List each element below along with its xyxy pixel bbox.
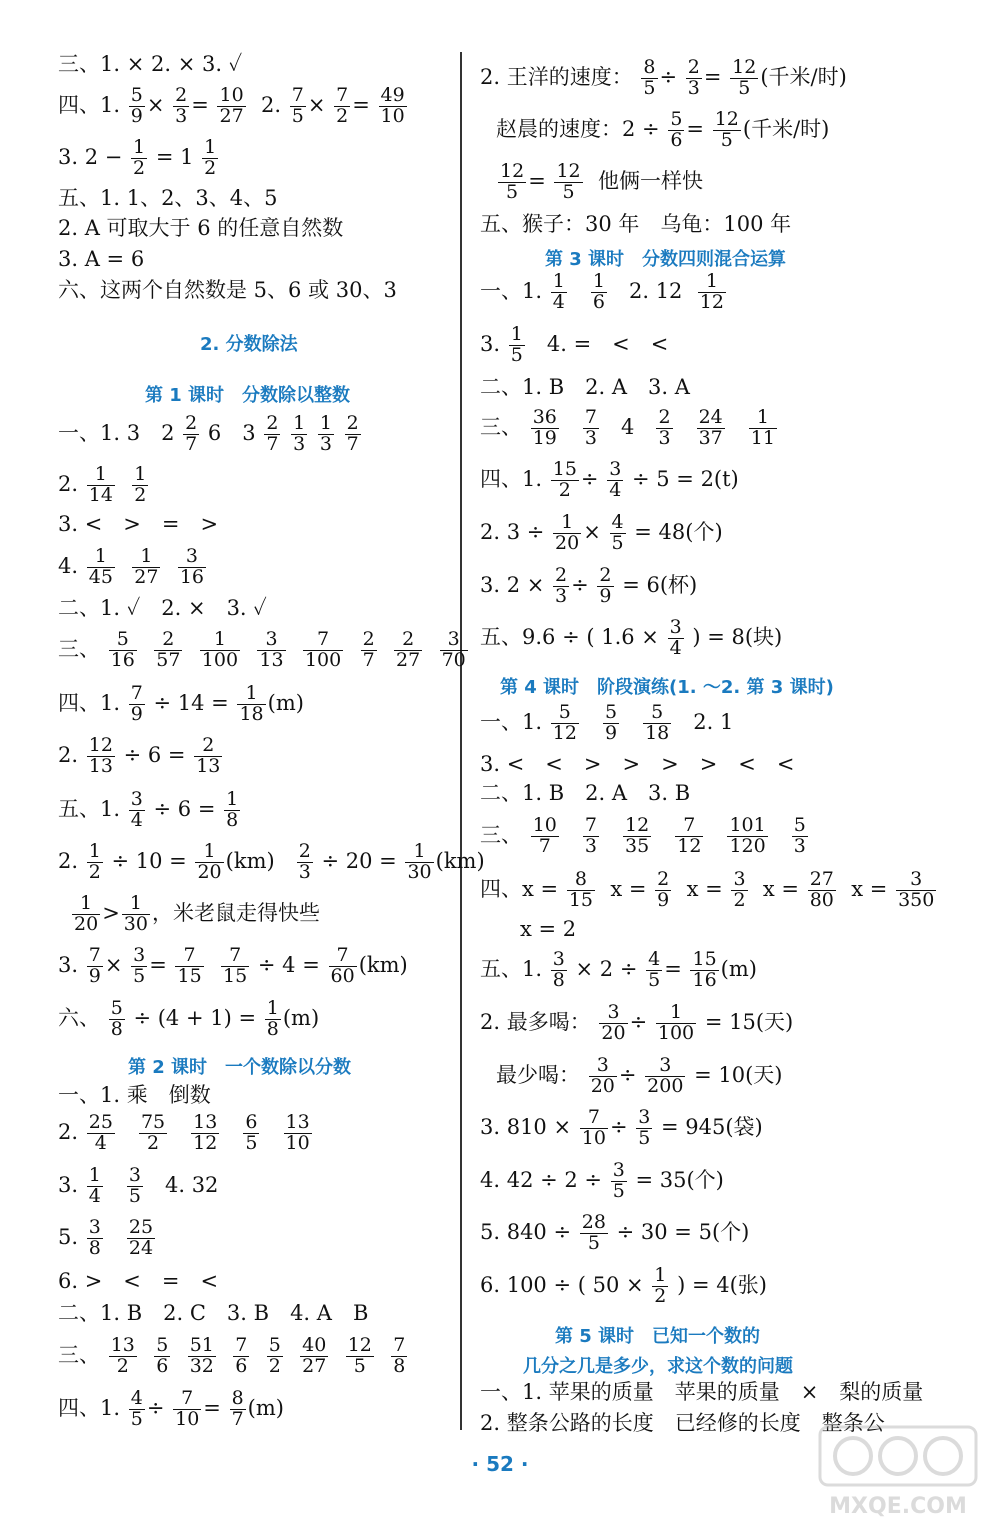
fraction: $\frac{3}{70}$ (441, 628, 466, 671)
fraction: $\frac{3}{8}$ (552, 948, 565, 991)
fraction: $\frac{3}{13}$ (259, 628, 284, 671)
fraction: $\frac{5}{18}$ (645, 701, 670, 744)
lesson-title: 第 3 课时 分数四则混合运算 (545, 249, 787, 270)
answer-line: 四、x = $\frac{8}{15}$ x = $\frac{2}{9}$ x = $\frac{3}{2}$ x = $\frac{27}{80}$ x = $\frac{3}{350}$ (480, 868, 935, 911)
fraction: $\frac{25}{4}$ (88, 1111, 113, 1154)
answer-line: 2. 整条公路的长度 已经修的长度 整条公 (480, 1411, 885, 1435)
fraction: $\frac{2}{3}$ (555, 564, 568, 607)
answer-line: 二、1. B 2. A 3. A (480, 375, 690, 399)
answer-line: 六、这两个自然数是 5、6 或 30、3 (58, 278, 397, 302)
fraction: $\frac{3}{2}$ (733, 868, 746, 911)
answer-line: 三、 $\frac{36}{19}$ $\frac{7}{3}$ 4 $\frac{2}{3}$ $\frac{24}{37}$ $\frac{1}{11}$ (480, 406, 775, 449)
fraction: $\frac{75}{2}$ (140, 1111, 166, 1154)
answer-line: 2. 王洋的速度： $\frac{8}{5}$ ÷ $\frac{2}{3}$ = $\frac{12}{5}$ (千米/时) (480, 56, 847, 99)
svg-text:MXQE.COM: MXQE.COM (829, 1494, 967, 1519)
fraction: $\frac{49}{10}$ (380, 84, 405, 127)
fraction: $\frac{12}{5}$ (347, 1334, 372, 1377)
lesson-title: 第 5 课时 已知一个数的 (555, 1326, 761, 1347)
fraction: $\frac{51}{32}$ (189, 1334, 214, 1377)
lesson-title: 第 2 课时 一个数除以分数 (128, 1057, 352, 1078)
fraction: $\frac{1}{45}$ (88, 545, 113, 588)
answer-line: 四、1. $\frac{15}{2}$ ÷ $\frac{3}{4}$ ÷ 5 = 2(t) (480, 458, 739, 501)
answer-line: 2. 最多喝： $\frac{3}{20}$ ÷ $\frac{1}{100}$ = 15(天) (480, 1001, 794, 1044)
answer-line: 三、 $\frac{5}{16}$ $\frac{2}{57}$ $\frac{1}{100}$ $\frac{3}{13}$ $\frac{7}{100}$ $\frac{2}{7}$ $\frac{2}{27}$ $\frac{3}{70}$ (58, 628, 466, 671)
fraction: $\frac{7}{15}$ (223, 944, 248, 987)
fraction: $\frac{3}{5}$ (638, 1106, 651, 1149)
fraction: $\frac{25}{24}$ (128, 1216, 154, 1259)
fraction: $\frac{4}{5}$ (648, 948, 661, 991)
fraction: $\frac{1}{18}$ (239, 682, 264, 725)
fraction: $\frac{7}{2}$ (336, 84, 349, 127)
fraction: $\frac{7}{9}$ (130, 682, 143, 725)
fraction: $\frac{3}{4}$ (669, 616, 682, 659)
fraction: $\frac{2}{57}$ (156, 628, 181, 671)
fraction: $\frac{1}{20}$ (555, 511, 580, 554)
fraction: $\frac{36}{19}$ (532, 406, 557, 449)
fraction: $\frac{5}{6}$ (156, 1334, 169, 1377)
answer-line: 六、 $\frac{5}{8}$ ÷ (4 + 1) = $\frac{1}{8}$ (m) (58, 997, 320, 1040)
fraction: $\frac{7}{9}$ (88, 944, 101, 987)
answer-line: 3. $\frac{1}{5}$ 4. = < < (480, 323, 669, 366)
answer-line: 三、1. × 2. × 3. ✓ (58, 52, 243, 76)
answer-line: 三、 $\frac{10}{7}$ $\frac{7}{3}$ $\frac{12}{35}$ $\frac{7}{12}$ $\frac{101}{120}$ $\frac{5}{3}$ (480, 814, 806, 857)
fraction: $\frac{7}{15}$ (177, 944, 202, 987)
answer-line: x = 2 (520, 917, 577, 941)
answer-line: 3. < < > > > > < < (480, 752, 795, 776)
fraction: $\frac{2}{9}$ (599, 564, 612, 607)
fraction: $\frac{10}{7}$ (532, 814, 557, 857)
answer-line: 五、猴子：30 年 乌龟：100 年 (480, 212, 792, 236)
fraction: $\frac{5}{9}$ (130, 84, 143, 127)
answer-line: 三、 $\frac{13}{2}$ $\frac{5}{6}$ $\frac{51}{32}$ $\frac{7}{6}$ $\frac{5}{2}$ $\frac{40}{27}$ $\frac{12}{5}$ $\frac{7}{8}$ (58, 1334, 406, 1377)
fraction: $\frac{5}{3}$ (793, 814, 806, 857)
fraction: $\frac{1}{2}$ (204, 136, 217, 179)
fraction: $\frac{2}{27}$ (396, 628, 421, 671)
fraction: $\frac{1}{2}$ (133, 136, 146, 179)
fraction: $\frac{7}{12}$ (677, 814, 702, 857)
answer-line: 最少喝： $\frac{3}{20}$ ÷ $\frac{3}{200}$ = 10(天) (496, 1054, 783, 1097)
answer-line: 5. 840 ÷ $\frac{28}{5}$ ÷ 30 = 5(个) (480, 1211, 750, 1254)
fraction: $\frac{10}{27}$ (219, 84, 244, 127)
fraction: $\frac{7}{6}$ (235, 1334, 248, 1377)
fraction: $\frac{7}{5}$ (291, 84, 304, 127)
answer-line: 二、1. ✓ 2. × 3. ✓ (58, 596, 267, 620)
fraction: $\frac{2}{3}$ (175, 84, 188, 127)
answer-line: 2. A 可取大于 6 的任意自然数 (58, 216, 344, 240)
fraction: $\frac{12}{5}$ (732, 56, 757, 99)
fraction: $\frac{5}{12}$ (552, 701, 577, 744)
answer-line: 二、1. B 2. A 3. B (480, 781, 691, 805)
fraction: $\frac{1}{2}$ (134, 463, 147, 506)
fraction: $\frac{4}{5}$ (130, 1387, 143, 1430)
fraction: $\frac{1}{100}$ (201, 628, 239, 671)
lesson-title: 第 4 课时 阶段演练(1. ～2. 第 3 课时) (500, 677, 834, 698)
fraction: $\frac{3}{5}$ (128, 1164, 141, 1207)
answer-line: 四、1. $\frac{5}{9}$ × $\frac{2}{3}$ = $\frac{10}{27}$ 2. $\frac{7}{5}$ × $\frac{7}{2}$ = $\frac{49}{10}$ (58, 84, 405, 127)
fraction: $\frac{1}{100}$ (657, 1001, 695, 1044)
answer-line: 2. $\frac{25}{4}$ $\frac{75}{2}$ $\frac{13}{12}$ $\frac{6}{5}$ $\frac{13}{10}$ (58, 1111, 310, 1154)
fraction: $\frac{3}{20}$ (590, 1054, 615, 1097)
answer-line: 3. < > = > (58, 512, 219, 536)
fraction: $\frac{1}{2}$ (654, 1264, 667, 1307)
fraction: $\frac{3}{5}$ (133, 944, 146, 987)
answer-line: 2. $\frac{1}{14}$ $\frac{1}{2}$ (58, 463, 147, 506)
answer-line: 五、1. 1、2、3、4、5 (58, 186, 278, 210)
fraction: $\frac{12}{5}$ (500, 160, 525, 203)
fraction: $\frac{7}{10}$ (581, 1106, 606, 1149)
section-title: 2. 分数除法 (200, 334, 298, 355)
fraction: $\frac{5}{8}$ (110, 997, 123, 1040)
fraction: $\frac{1}{20}$ (197, 840, 222, 883)
answer-line: 6. 100 ÷ ( 50 × $\frac{1}{2}$ ) = 4(张) (480, 1264, 767, 1307)
fraction: $\frac{1}{14}$ (88, 463, 113, 506)
watermark-logo (818, 1425, 978, 1520)
answer-line: 一、1. 3 2 $\frac{2}{7}$ 6 3 $\frac{2}{7}$ $\frac{1}{3}$ $\frac{1}{3}$ $\frac{2}{7}$ (58, 412, 359, 455)
answer-line: 3. 810 × $\frac{7}{10}$ ÷ $\frac{3}{5}$ = 945(袋) (480, 1106, 763, 1149)
fraction: $\frac{101}{120}$ (729, 814, 766, 857)
fraction: $\frac{1}{6}$ (592, 270, 605, 313)
fraction: $\frac{2}{3}$ (298, 840, 311, 883)
fraction: $\frac{24}{37}$ (698, 406, 723, 449)
fraction: $\frac{1}{30}$ (123, 892, 148, 935)
fraction: $\frac{3}{4}$ (609, 458, 622, 501)
fraction: $\frac{7}{3}$ (584, 814, 597, 857)
fraction: $\frac{15}{16}$ (692, 948, 717, 991)
fraction: $\frac{12}{13}$ (88, 734, 113, 777)
fraction: $\frac{2}{3}$ (687, 56, 700, 99)
answer-line: 五、1. $\frac{3}{8}$ × 2 ÷ $\frac{4}{5}$ = $\frac{15}{16}$ (m) (480, 948, 757, 991)
fraction: $\frac{5}{16}$ (110, 628, 135, 671)
fraction: $\frac{13}{10}$ (285, 1111, 310, 1154)
fraction: $\frac{7}{8}$ (393, 1334, 406, 1377)
fraction: $\frac{6}{5}$ (245, 1111, 258, 1154)
fraction: $\frac{7}{3}$ (584, 406, 597, 449)
fraction: $\frac{3}{4}$ (130, 788, 143, 831)
answer-line: 3. $\frac{1}{4}$ $\frac{3}{5}$ 4. 32 (58, 1164, 219, 1207)
fraction: $\frac{1}{4}$ (552, 270, 565, 313)
fraction: $\frac{27}{80}$ (809, 868, 834, 911)
fraction: $\frac{15}{2}$ (552, 458, 577, 501)
answer-line: 5. $\frac{3}{8}$ $\frac{25}{24}$ (58, 1216, 154, 1259)
fraction: $\frac{5}{9}$ (604, 701, 618, 744)
fraction: $\frac{2}{3}$ (658, 406, 671, 449)
answer-line: 一、1. $\frac{1}{4}$ $\frac{1}{6}$ 2. 12 $\frac{1}{12}$ (480, 270, 724, 313)
fraction: $\frac{1}{8}$ (266, 997, 279, 1040)
fraction: $\frac{12}{5}$ (556, 160, 581, 203)
answer-line: $\frac{12}{5}$ = $\frac{12}{5}$ 他俩一样快 (500, 160, 704, 203)
answer-line: 4. $\frac{1}{45}$ $\frac{1}{27}$ $\frac{3}{16}$ (58, 545, 205, 588)
fraction: $\frac{8}{15}$ (568, 868, 593, 911)
answer-line: 2. $\frac{1}{2}$ ÷ 10 = $\frac{1}{20}$ (km) $\frac{2}{3}$ ÷ 20 = $\frac{1}{30}$ (km) (58, 840, 485, 883)
fraction: $\frac{8}{7}$ (231, 1387, 244, 1430)
answer-line: 五、9.6 ÷ ( 1.6 × $\frac{3}{4}$ ) = 8(块) (480, 616, 783, 659)
fraction: $\frac{1}{4}$ (88, 1164, 101, 1207)
fraction: $\frac{13}{2}$ (110, 1334, 135, 1377)
answer-line: 五、1. $\frac{3}{4}$ ÷ 6 = $\frac{1}{8}$ (58, 788, 239, 831)
answer-line: 一、1. 乘 倒数 (58, 1083, 211, 1107)
fraction: $\frac{5}{6}$ (670, 108, 683, 151)
answer-line: 二、1. B 2. C 3. B 4. A B (58, 1301, 369, 1325)
fraction: $\frac{2}{7}$ (362, 628, 375, 671)
answer-line: 3. 2 − $\frac{1}{2}$ = 1 $\frac{1}{2}$ (58, 136, 217, 179)
answer-line: 3. A = 6 (58, 247, 145, 271)
lesson-title: 几分之几是多少，求这个数的问题 (523, 1356, 793, 1377)
answer-line: 2. 3 ÷ $\frac{1}{20}$ × $\frac{4}{5}$ = 48(个) (480, 511, 723, 554)
fraction: $\frac{13}{12}$ (193, 1111, 218, 1154)
fraction: $\frac{7}{60}$ (330, 944, 355, 987)
fraction: $\frac{12}{5}$ (714, 108, 739, 151)
fraction: $\frac{1}{12}$ (699, 270, 724, 313)
answer-line: 3. 2 × $\frac{2}{3}$ ÷ $\frac{2}{9}$ = 6(杯) (480, 564, 698, 607)
fraction: $\frac{5}{2}$ (268, 1334, 281, 1377)
page-number: · 52 · (471, 1452, 529, 1476)
fraction: $\frac{4}{5}$ (611, 511, 624, 554)
fraction: $\frac{1}{3}$ (293, 412, 306, 455)
fraction: $\frac{1}{2}$ (88, 840, 101, 883)
fraction: $\frac{1}{20}$ (74, 892, 99, 935)
fraction: $\frac{40}{27}$ (302, 1334, 327, 1377)
fraction: $\frac{7}{100}$ (304, 628, 342, 671)
fraction: $\frac{7}{10}$ (175, 1387, 200, 1430)
answer-line: 四、1. $\frac{7}{9}$ ÷ 14 = $\frac{1}{18}$ (m) (58, 682, 304, 725)
fraction: $\frac{3}{350}$ (898, 868, 935, 911)
fraction: $\frac{2}{7}$ (185, 412, 198, 455)
fraction: $\frac{1}{27}$ (134, 545, 159, 588)
answer-line: 4. 42 ÷ 2 ÷ $\frac{3}{5}$ = 35(个) (480, 1159, 724, 1202)
fraction: $\frac{3}{5}$ (612, 1159, 625, 1202)
lesson-title: 第 1 课时 分数除以整数 (145, 385, 351, 406)
fraction: $\frac{3}{8}$ (88, 1216, 101, 1259)
fraction: $\frac{1}{30}$ (407, 840, 432, 883)
fraction: $\frac{3}{16}$ (179, 545, 205, 588)
fraction: $\frac{2}{13}$ (196, 734, 221, 777)
fraction: $\frac{12}{35}$ (625, 814, 650, 857)
fraction: $\frac{2}{7}$ (346, 412, 359, 455)
answer-line: $\frac{1}{20}$ > $\frac{1}{30}$ ，米老鼠走得快些 (74, 892, 320, 935)
answer-line: 一、1. 苹果的质量 苹果的质量 × 梨的质量 (480, 1380, 924, 1404)
fraction: $\frac{3}{200}$ (647, 1054, 684, 1097)
fraction: $\frac{3}{20}$ (601, 1001, 626, 1044)
answer-line: 四、1. $\frac{4}{5}$ ÷ $\frac{7}{10}$ = $\frac{8}{7}$ (m) (58, 1387, 284, 1430)
fraction: $\frac{8}{5}$ (643, 56, 656, 99)
column-divider (460, 52, 462, 1430)
answer-line: 6. > < = < (58, 1269, 219, 1293)
fraction: $\frac{1}{3}$ (319, 412, 332, 455)
answer-line: 3. $\frac{7}{9}$ × $\frac{3}{5}$ = $\frac{7}{15}$ $\frac{7}{15}$ ÷ 4 = $\frac{7}{60}$ (km) (58, 944, 408, 987)
fraction: $\frac{2}{7}$ (266, 412, 279, 455)
answer-line: 一、1. $\frac{5}{12}$ $\frac{5}{9}$ $\frac{5}{18}$ 2. 1 (480, 701, 734, 744)
fraction: $\frac{28}{5}$ (581, 1211, 606, 1254)
fraction: $\frac{1}{11}$ (750, 406, 775, 449)
answer-line: 2. $\frac{12}{13}$ ÷ 6 = $\frac{2}{13}$ (58, 734, 221, 777)
answer-line: 赵晨的速度：2 ÷ $\frac{5}{6}$ = $\frac{12}{5}$ (千米/时) (496, 108, 830, 151)
fraction: $\frac{1}{8}$ (226, 788, 239, 831)
fraction: $\frac{1}{5}$ (510, 323, 523, 366)
fraction: $\frac{2}{9}$ (657, 868, 670, 911)
